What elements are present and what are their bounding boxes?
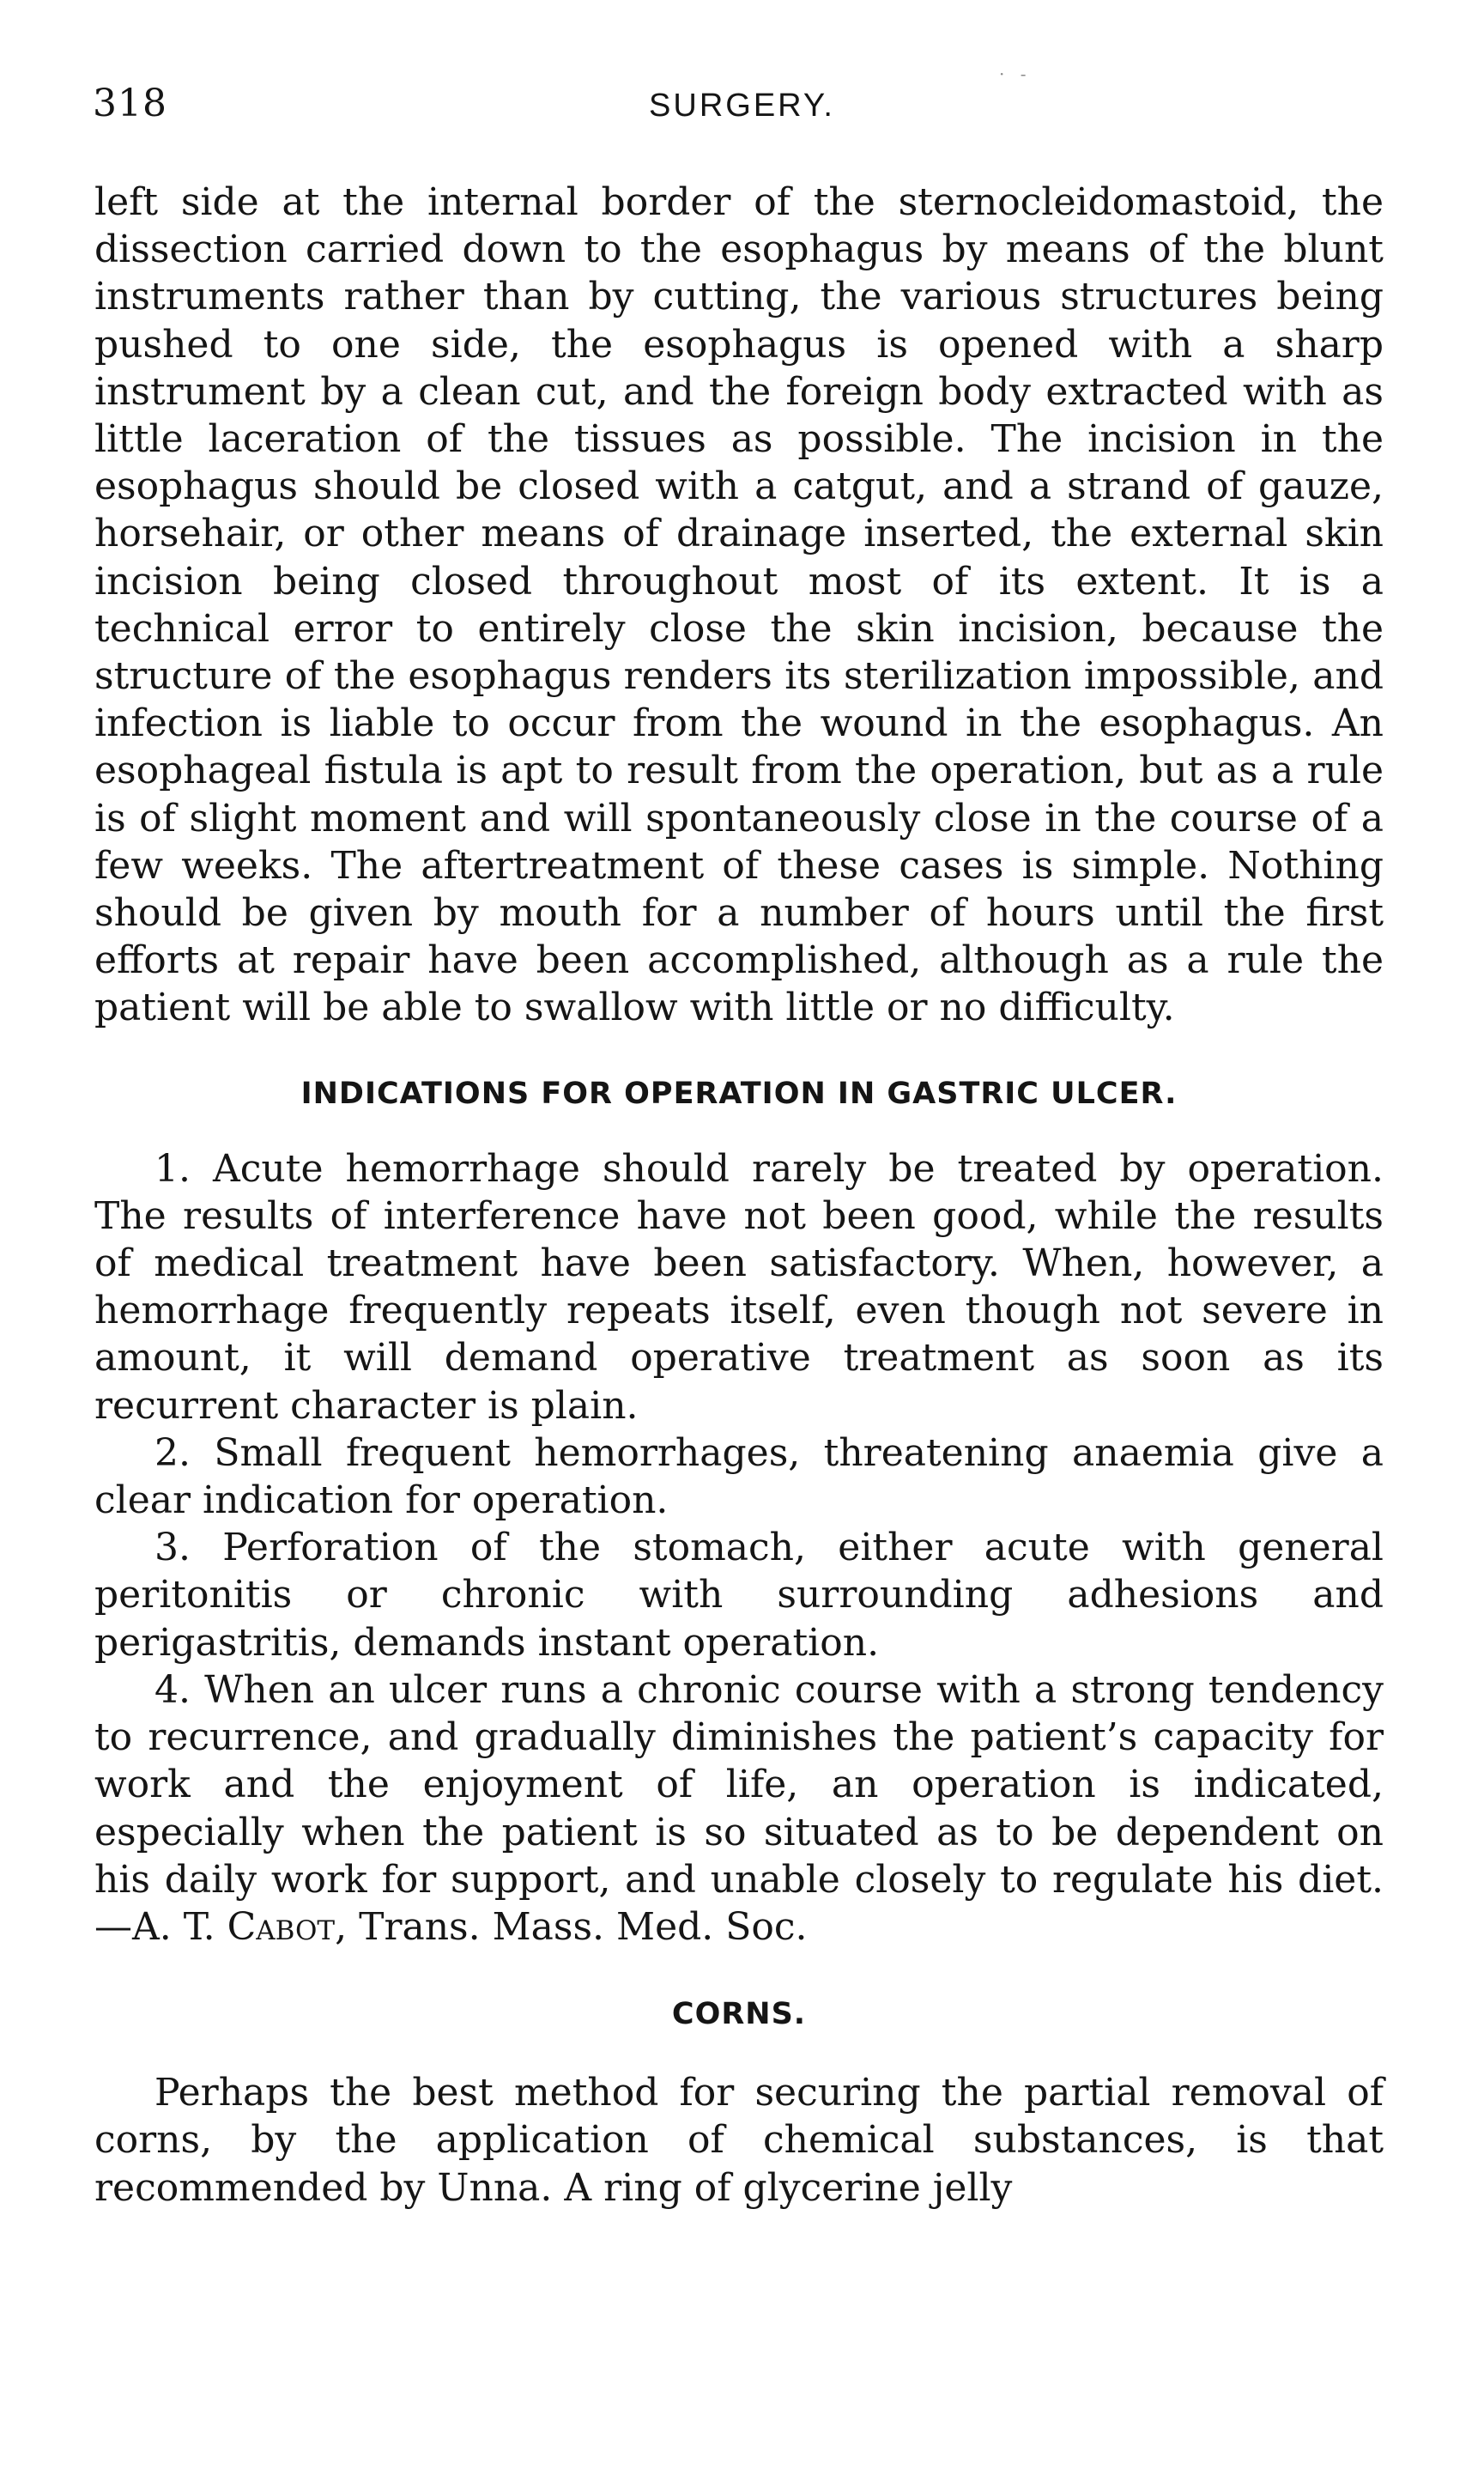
section-heading-gastric-ulcer: INDICATIONS FOR OPERATION IN GASTRIC ULCER. <box>300 1076 1178 1111</box>
print-specks: · - <box>999 64 1032 84</box>
section-heading-corns: CORNS. <box>671 1997 807 2032</box>
page-body <box>94 179 1384 2212</box>
list-item-4-text: 4. When an ulcer runs a chronic course with a strong tendency to recurrence, and gradually diminishes the patient’s capacity for work and the enjoyment of life, an operation is indicated, especially when the patient is so situated as to be dependent on his daily work for support, and unable closely to regulate his diet. <box>94 1667 1384 1902</box>
list-item-3: 3. Perforation of the stomach, either acute with general peritonitis or chronic with surrounding adhesions and perigastritis, demands instant operation. <box>94 1526 1384 1665</box>
citation-author-initials: —A. T. <box>94 1904 227 1949</box>
paragraph-esophagus: left side at the internal border of the sternocleidomastoid, the dissection carried down to the esophagus by means of the blunt instruments rather than by cutting, the various structures being pushed to one side, the esophagus is opened with a sharp instrument by a clean cut, and the foreign body extracted with as little laceration of the tissues as possible. The incision in the esophagus should be closed with a catgut, and a strand of gauze, horsehair, or other means of drainage inserted, the external skin incision being closed throughout most of its extent. It is a technical error to entirely close the skin incision, because the structure of the esophagus renders its sterilization impossible, and infection is liable to occur from the wound in the esophagus. An esophageal fistula is apt to result from the operation, but as a rule is of slight moment and will spontaneously close in the course of a few weeks. The aftertreatment of these cases is simple. Nothing should be given by mouth for a number of hours until the first efforts at repair have been accomplished, although as a rule the patient will be able to swallow with little or no difficulty. <box>94 180 1384 1030</box>
page-number: 318 <box>93 82 167 125</box>
paragraph-corns: Perhaps the best method for securing the partial removal of corns, by the application of chemical substances, is that recommended by Unna. A ring of glycerine jelly <box>94 2071 1384 2210</box>
list-item-2: 2. Small frequent hemorrhages, threatening anaemia give a clear indication for operation. <box>94 1430 1384 1523</box>
citation-source: , Trans. Mass. Med. Soc. <box>335 1904 808 1949</box>
list-item-1: 1. Acute hemorrhage should rarely be treated by operation. The results of interference have not been good, while the results of medical treatment have been satisfactory. When, however, a hemorrhage frequently repeats itself, even though not severe in amount, it will demand operative treatment as soon as its recurrent character is plain. <box>94 1146 1384 1428</box>
citation-author-surname: Cabot <box>227 1904 336 1949</box>
page-header <box>93 79 1391 130</box>
running-head: SURGERY. <box>649 88 835 124</box>
list-item-4 <box>94 1666 1384 1951</box>
